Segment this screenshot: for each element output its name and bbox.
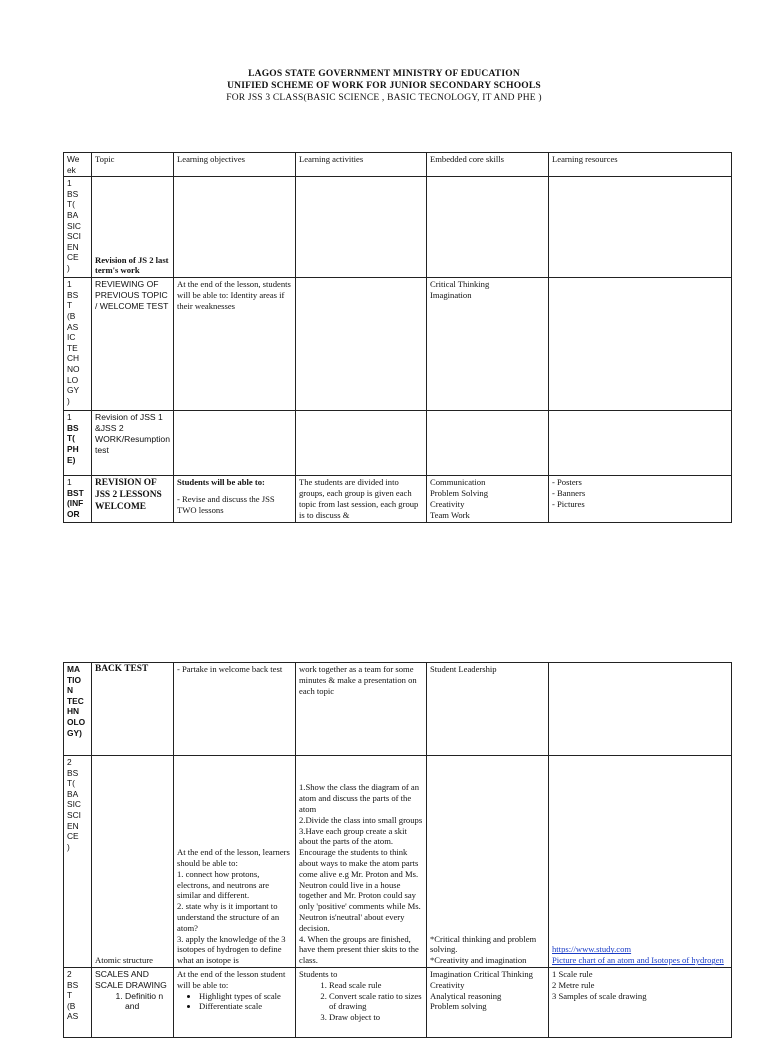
objectives-cell: At the end of the lesson, learners should be able to: 1. connect how protons, electrons, and neutrons are similar and different. 2. state why is it important to understand the structure of an atom? 3. apply the knowledge of the 3 isotopes of hydrogen to define what an isotope is (174, 756, 296, 968)
table-header-row (64, 153, 732, 177)
objectives-text: - Revise and discuss the JSS TWO lessons (177, 493, 275, 515)
objectives-cell (174, 968, 296, 1038)
activities-text: Students to (299, 969, 338, 979)
skills-cell: Student Leadership (427, 663, 549, 756)
resources-cell (549, 278, 732, 411)
topic-cell (92, 968, 174, 1038)
skills-cell (427, 177, 549, 278)
activities-list (299, 980, 423, 1023)
objectives-cell: At the end of the lesson, students will be able to: Identity areas if their weaknesses (174, 278, 296, 411)
objectives-heading: Students will be able to: (177, 477, 265, 488)
table-row (64, 663, 732, 756)
week-subject: BS T( PH E) (67, 422, 79, 465)
resources-cell (549, 756, 732, 968)
topic-cell: Revision of JS 2 last term's work (92, 177, 174, 278)
col-objectives-header: Learning objectives (174, 153, 296, 177)
table-row (64, 476, 732, 523)
scheme-title: UNIFIED SCHEME OF WORK FOR JUNIOR SECONDARY SCHOOLS (227, 81, 541, 91)
topic-cell: Atomic structure (92, 756, 174, 968)
week-subject: BST (INF OR (67, 487, 84, 519)
skills-cell: Communication Problem Solving Creativity Team Work (427, 476, 549, 523)
activities-cell (296, 968, 427, 1038)
week-cell: 2 BS T( BA SIC SCI EN CE ) (64, 756, 92, 968)
activities-cell (296, 411, 427, 476)
resources-cell (549, 411, 732, 476)
activities-cell: The students are divided into groups, each group is given each topic from last session, each group is to discuss & (296, 476, 427, 523)
class-subtitle: FOR JSS 3 CLASS(BASIC SCIENCE , BASIC TECNOLOGY, IT AND PHE ) (226, 93, 542, 103)
list-item: • Highlight types of scale (199, 991, 292, 1002)
list-item: 1. Definitio n and (125, 991, 170, 1013)
col-skills-header: Embedded core skills (427, 153, 549, 177)
table-row (64, 278, 732, 411)
activities-cell (296, 177, 427, 278)
objectives-list (177, 991, 292, 1013)
objectives-cell (174, 476, 296, 523)
col-week-header: We ek (64, 153, 92, 177)
week-cell (64, 411, 92, 476)
topic-cell: REVIEWING OF PREVIOUS TOPIC / WELCOME TEST (92, 278, 174, 411)
document-header (0, 68, 768, 104)
topic-title: SCALES AND SCALE DRAWING (95, 969, 167, 990)
week-number: 1 (67, 412, 72, 423)
col-topic-header: Topic (92, 153, 174, 177)
objectives-cell: - Partake in welcome back test (174, 663, 296, 756)
skills-cell: Critical Thinking Imagination (427, 278, 549, 411)
topic-cell: BACK TEST (92, 663, 174, 756)
resources-cell: - Posters - Banners - Pictures (549, 476, 732, 523)
activities-cell: 1.Show the class the diagram of an atom and discuss the parts of the atom 2.Divide the class into small groups 3.Have each group create a skit about the parts of the atom. Encourage the students to think about ways to make the atom parts come alive e.g Mr. Proton and Ms. Neutron could live in a house together and Mr. Proton could say only 'positive' comments while Ms. Neutron is'neutral' about every decision. 4. When the groups are finished, have them present thier skits to the class. (296, 756, 427, 968)
resources-cell (549, 177, 732, 278)
skills-cell: Imagination Critical Thinking Creativity Analytical reasoning Problem solving (427, 968, 549, 1038)
topic-cell: Revision of JSS 1 &JSS 2 WORK/Resumption test (92, 411, 174, 476)
week-number: 1 (67, 477, 72, 488)
col-resources-header: Learning resources (549, 153, 732, 177)
list-item: 3. Draw object to (329, 1012, 423, 1023)
week-cell: MA TIO N TEC HN OLO GY) (64, 663, 92, 756)
activities-cell (296, 278, 427, 411)
table-row (64, 411, 732, 476)
week-cell: 2 BS T (B AS (64, 968, 92, 1038)
list-item: • Differentiate scale (199, 1001, 292, 1012)
objectives-cell (174, 177, 296, 278)
skills-cell (427, 411, 549, 476)
resources-cell (549, 663, 732, 756)
skills-cell: *Critical thinking and problem solving. *Creativity and imagination (427, 756, 549, 968)
week-cell: 1 BS T( BA SIC SCI EN CE ) (64, 177, 92, 278)
objectives-cell (174, 411, 296, 476)
activities-cell: work together as a team for some minutes & make a presentation on each topic (296, 663, 427, 756)
objectives-text: At the end of the lesson student will be able to: (177, 969, 286, 990)
ministry-title: LAGOS STATE GOVERNMENT MINISTRY OF EDUCATION (248, 69, 520, 79)
list-item: 2. Convert scale ratio to sizes of drawing (329, 991, 423, 1013)
topic-list (95, 991, 170, 1013)
table-row (64, 968, 732, 1038)
week-cell (64, 476, 92, 523)
week-cell: 1 BS T (B AS IC TE CH NO LO GY ) (64, 278, 92, 411)
table-row (64, 756, 732, 968)
topic-cell: REVISION OF JSS 2 LESSONS WELCOME (92, 476, 174, 523)
scheme-table-1 (63, 152, 732, 523)
study-com-link[interactable]: https://www.study.com (552, 944, 632, 955)
scheme-table-2 (63, 662, 732, 1038)
list-item: 1. Read scale rule (329, 980, 423, 991)
resources-cell: 1 Scale rule 2 Metre rule 3 Samples of scale drawing (549, 968, 732, 1038)
atom-chart-link[interactable]: Picture chart of an atom and Isotopes of hydrogen (552, 955, 724, 966)
col-activities-header: Learning activities (296, 153, 427, 177)
table-row (64, 177, 732, 278)
